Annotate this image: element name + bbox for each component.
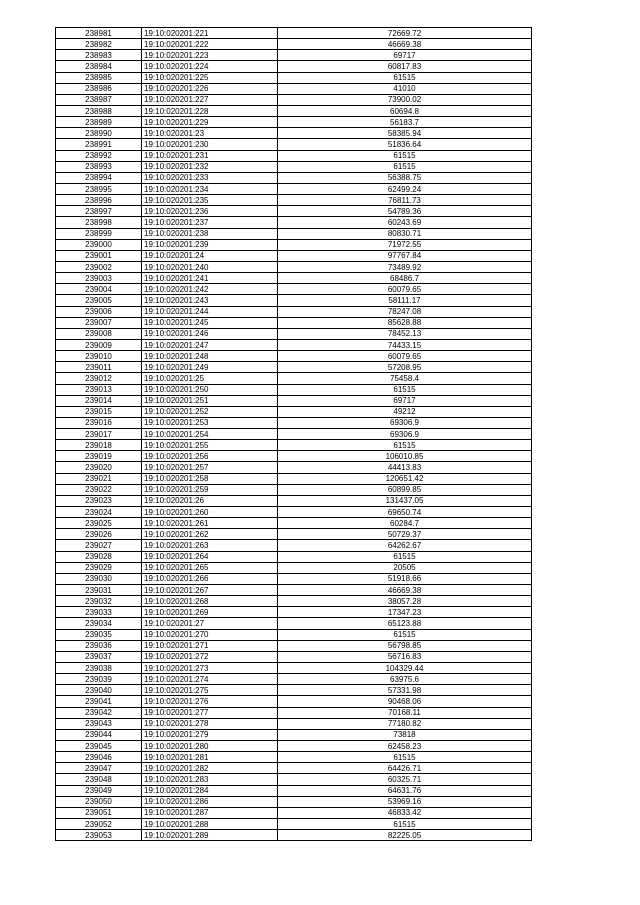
cadastral-number-cell: 19:10:020201:264 — [142, 551, 278, 562]
table-row — [56, 763, 532, 774]
value-cell: 38057.28 — [278, 596, 532, 607]
cadastral-number-cell: 19:10:020201:23 — [142, 128, 278, 139]
row-id-cell: 239029 — [56, 562, 142, 573]
value-cell: 58111.17 — [278, 295, 532, 306]
row-id-cell: 238986 — [56, 83, 142, 94]
table-row — [56, 484, 532, 495]
table-row — [56, 440, 532, 451]
value-cell: 51836.64 — [278, 139, 532, 150]
table-row — [56, 339, 532, 350]
value-cell: 57208.95 — [278, 362, 532, 373]
table-row — [56, 696, 532, 707]
cadastral-number-cell: 19:10:020201:249 — [142, 362, 278, 373]
cadastral-number-cell: 19:10:020201:262 — [142, 529, 278, 540]
value-cell: 85628.88 — [278, 317, 532, 328]
row-id-cell: 239052 — [56, 818, 142, 829]
cadastral-number-cell: 19:10:020201:250 — [142, 384, 278, 395]
table-row — [56, 462, 532, 473]
cadastral-number-cell: 19:10:020201:269 — [142, 607, 278, 618]
table-row — [56, 429, 532, 440]
value-cell: 71972.55 — [278, 239, 532, 250]
row-id-cell: 239021 — [56, 473, 142, 484]
cadastral-number-cell: 19:10:020201:255 — [142, 440, 278, 451]
value-cell: 77180.82 — [278, 718, 532, 729]
value-cell: 61515 — [278, 629, 532, 640]
cadastral-number-cell: 19:10:020201:224 — [142, 61, 278, 72]
value-cell: 60079.65 — [278, 284, 532, 295]
table-row — [56, 651, 532, 662]
value-cell: 60325.71 — [278, 774, 532, 785]
cadastral-number-cell: 19:10:020201:271 — [142, 640, 278, 651]
cadastral-number-cell: 19:10:020201:256 — [142, 451, 278, 462]
table-row — [56, 451, 532, 462]
row-id-cell: 239042 — [56, 707, 142, 718]
cadastral-number-cell: 19:10:020201:232 — [142, 161, 278, 172]
row-id-cell: 238993 — [56, 161, 142, 172]
cadastral-number-cell: 19:10:020201:286 — [142, 796, 278, 807]
cadastral-number-cell: 19:10:020201:243 — [142, 295, 278, 306]
row-id-cell: 238989 — [56, 117, 142, 128]
cadastral-number-cell: 19:10:020201:233 — [142, 172, 278, 183]
row-id-cell: 239053 — [56, 830, 142, 841]
value-cell: 61515 — [278, 551, 532, 562]
row-id-cell: 238996 — [56, 195, 142, 206]
cadastral-number-cell: 19:10:020201:240 — [142, 261, 278, 272]
value-cell: 70168.11 — [278, 707, 532, 718]
table-row — [56, 183, 532, 194]
row-id-cell: 239032 — [56, 596, 142, 607]
cadastral-number-cell: 19:10:020201:229 — [142, 117, 278, 128]
table-row — [56, 217, 532, 228]
row-id-cell: 239039 — [56, 674, 142, 685]
table-row — [56, 351, 532, 362]
row-id-cell: 239016 — [56, 417, 142, 428]
value-cell: 64262.67 — [278, 540, 532, 551]
row-id-cell: 239009 — [56, 339, 142, 350]
value-cell: 49212 — [278, 406, 532, 417]
table-row — [56, 39, 532, 50]
cadastral-number-cell: 19:10:020201:227 — [142, 94, 278, 105]
table-row — [56, 61, 532, 72]
cadastral-number-cell: 19:10:020201:268 — [142, 596, 278, 607]
table-row — [56, 284, 532, 295]
cadastral-number-cell: 19:10:020201:259 — [142, 484, 278, 495]
value-cell: 61515 — [278, 150, 532, 161]
table-row — [56, 139, 532, 150]
cadastral-number-cell: 19:10:020201:238 — [142, 228, 278, 239]
table-row — [56, 395, 532, 406]
value-cell: 53969.16 — [278, 796, 532, 807]
value-cell: 68486.7 — [278, 273, 532, 284]
cadastral-number-cell: 19:10:020201:251 — [142, 395, 278, 406]
value-cell: 61515 — [278, 440, 532, 451]
value-cell: 75458.4 — [278, 373, 532, 384]
table-row — [56, 473, 532, 484]
cadastral-number-cell: 19:10:020201:258 — [142, 473, 278, 484]
cadastral-number-cell: 19:10:020201:223 — [142, 50, 278, 61]
row-id-cell: 239035 — [56, 629, 142, 640]
row-id-cell: 238995 — [56, 183, 142, 194]
value-cell: 60079.65 — [278, 351, 532, 362]
value-cell: 61515 — [278, 818, 532, 829]
row-id-cell: 239006 — [56, 306, 142, 317]
cadastral-number-cell: 19:10:020201:254 — [142, 429, 278, 440]
row-id-cell: 238987 — [56, 94, 142, 105]
cadastral-number-cell: 19:10:020201:257 — [142, 462, 278, 473]
table-row — [56, 228, 532, 239]
cadastral-number-cell: 19:10:020201:287 — [142, 807, 278, 818]
value-cell: 60694.8 — [278, 105, 532, 116]
cadastral-number-cell: 19:10:020201:283 — [142, 774, 278, 785]
row-id-cell: 239017 — [56, 429, 142, 440]
table-row — [56, 640, 532, 651]
value-cell: 54789.36 — [278, 206, 532, 217]
cadastral-number-cell: 19:10:020201:244 — [142, 306, 278, 317]
row-id-cell: 239044 — [56, 729, 142, 740]
cadastral-number-cell: 19:10:020201:280 — [142, 741, 278, 752]
row-id-cell: 238998 — [56, 217, 142, 228]
cadastral-number-cell: 19:10:020201:222 — [142, 39, 278, 50]
table-row — [56, 785, 532, 796]
value-cell: 104329.44 — [278, 663, 532, 674]
value-cell: 61515 — [278, 161, 532, 172]
value-cell: 78452.13 — [278, 328, 532, 339]
cadastral-number-cell: 19:10:020201:267 — [142, 585, 278, 596]
cadastral-number-cell: 19:10:020201:245 — [142, 317, 278, 328]
table-row — [56, 406, 532, 417]
row-id-cell: 238982 — [56, 39, 142, 50]
row-id-cell: 239005 — [56, 295, 142, 306]
row-id-cell: 239030 — [56, 573, 142, 584]
row-id-cell: 238990 — [56, 128, 142, 139]
cadastral-number-cell: 19:10:020201:252 — [142, 406, 278, 417]
value-cell: 62499.24 — [278, 183, 532, 194]
row-id-cell: 238991 — [56, 139, 142, 150]
cadastral-number-cell: 19:10:020201:242 — [142, 284, 278, 295]
row-id-cell: 239007 — [56, 317, 142, 328]
table-row — [56, 239, 532, 250]
table-row — [56, 150, 532, 161]
row-id-cell: 239026 — [56, 529, 142, 540]
cadastral-number-cell: 19:10:020201:270 — [142, 629, 278, 640]
table-row — [56, 362, 532, 373]
table-row — [56, 206, 532, 217]
table-row — [56, 28, 532, 39]
row-id-cell: 239045 — [56, 741, 142, 752]
table-row — [56, 250, 532, 261]
row-id-cell: 239036 — [56, 640, 142, 651]
row-id-cell: 239001 — [56, 250, 142, 261]
value-cell: 60243.69 — [278, 217, 532, 228]
row-id-cell: 239033 — [56, 607, 142, 618]
cadastral-number-cell: 19:10:020201:261 — [142, 518, 278, 529]
row-id-cell: 239022 — [56, 484, 142, 495]
row-id-cell: 239025 — [56, 518, 142, 529]
table-row — [56, 774, 532, 785]
row-id-cell: 239015 — [56, 406, 142, 417]
value-cell: 64631.76 — [278, 785, 532, 796]
value-cell: 65123.88 — [278, 618, 532, 629]
value-cell: 69717 — [278, 50, 532, 61]
table-row — [56, 818, 532, 829]
row-id-cell: 239047 — [56, 763, 142, 774]
table-row — [56, 830, 532, 841]
table-row — [56, 317, 532, 328]
value-cell: 120651.42 — [278, 473, 532, 484]
table-row — [56, 417, 532, 428]
value-cell: 17347.23 — [278, 607, 532, 618]
cadastral-number-cell: 19:10:020201:266 — [142, 573, 278, 584]
row-id-cell: 239011 — [56, 362, 142, 373]
row-id-cell: 238984 — [56, 61, 142, 72]
row-id-cell: 238999 — [56, 228, 142, 239]
value-cell: 44413.83 — [278, 462, 532, 473]
table-row — [56, 161, 532, 172]
value-cell: 69650.74 — [278, 507, 532, 518]
value-cell: 90468.06 — [278, 696, 532, 707]
value-cell: 76811.73 — [278, 195, 532, 206]
value-cell: 69306.9 — [278, 429, 532, 440]
value-cell: 46669.38 — [278, 39, 532, 50]
table-row — [56, 729, 532, 740]
value-cell: 46833.42 — [278, 807, 532, 818]
value-cell: 131437.05 — [278, 495, 532, 506]
table-row — [56, 629, 532, 640]
table-row — [56, 573, 532, 584]
value-cell: 72669.72 — [278, 28, 532, 39]
cadastral-number-cell: 19:10:020201:237 — [142, 217, 278, 228]
table-row — [56, 495, 532, 506]
row-id-cell: 238997 — [56, 206, 142, 217]
cadastral-number-cell: 19:10:020201:274 — [142, 674, 278, 685]
row-id-cell: 238983 — [56, 50, 142, 61]
row-id-cell: 239024 — [56, 507, 142, 518]
table-row — [56, 507, 532, 518]
table-row — [56, 752, 532, 763]
cadastral-number-cell: 19:10:020201:25 — [142, 373, 278, 384]
value-cell: 46669.38 — [278, 585, 532, 596]
cadastral-number-cell: 19:10:020201:26 — [142, 495, 278, 506]
row-id-cell: 239037 — [56, 651, 142, 662]
row-id-cell: 239000 — [56, 239, 142, 250]
value-cell: 50729.37 — [278, 529, 532, 540]
table-row — [56, 796, 532, 807]
row-id-cell: 239013 — [56, 384, 142, 395]
value-cell: 60817.83 — [278, 61, 532, 72]
table-row — [56, 685, 532, 696]
table-row — [56, 707, 532, 718]
row-id-cell: 238981 — [56, 28, 142, 39]
row-id-cell: 238985 — [56, 72, 142, 83]
value-cell: 69717 — [278, 395, 532, 406]
table-row — [56, 540, 532, 551]
table-row — [56, 384, 532, 395]
table-row — [56, 718, 532, 729]
cadastral-number-cell: 19:10:020201:226 — [142, 83, 278, 94]
value-cell: 56716.83 — [278, 651, 532, 662]
value-cell: 73489.92 — [278, 261, 532, 272]
table-row — [56, 741, 532, 752]
value-cell: 20505 — [278, 562, 532, 573]
table-row — [56, 518, 532, 529]
value-cell: 56183.7 — [278, 117, 532, 128]
cadastral-number-cell: 19:10:020201:234 — [142, 183, 278, 194]
cadastral-number-cell: 19:10:020201:279 — [142, 729, 278, 740]
value-cell: 56798.85 — [278, 640, 532, 651]
cadastral-number-cell: 19:10:020201:247 — [142, 339, 278, 350]
cadastral-number-cell: 19:10:020201:282 — [142, 763, 278, 774]
table-row — [56, 105, 532, 116]
row-id-cell: 239023 — [56, 495, 142, 506]
table-row — [56, 295, 532, 306]
cadastral-number-cell: 19:10:020201:24 — [142, 250, 278, 261]
cadastral-number-cell: 19:10:020201:221 — [142, 28, 278, 39]
cadastral-number-cell: 19:10:020201:276 — [142, 696, 278, 707]
row-id-cell: 238988 — [56, 105, 142, 116]
value-cell: 73818 — [278, 729, 532, 740]
cadastral-number-cell: 19:10:020201:260 — [142, 507, 278, 518]
table-row — [56, 596, 532, 607]
table-row — [56, 562, 532, 573]
row-id-cell: 239049 — [56, 785, 142, 796]
cadastral-number-cell: 19:10:020201:277 — [142, 707, 278, 718]
cadastral-number-cell: 19:10:020201:239 — [142, 239, 278, 250]
row-id-cell: 239041 — [56, 696, 142, 707]
cadastral-number-cell: 19:10:020201:230 — [142, 139, 278, 150]
data-table — [55, 27, 532, 841]
value-cell: 51918.66 — [278, 573, 532, 584]
table-row — [56, 674, 532, 685]
cadastral-number-cell: 19:10:020201:275 — [142, 685, 278, 696]
row-id-cell: 239043 — [56, 718, 142, 729]
table-row — [56, 306, 532, 317]
value-cell: 58385.94 — [278, 128, 532, 139]
row-id-cell: 239050 — [56, 796, 142, 807]
cadastral-number-cell: 19:10:020201:231 — [142, 150, 278, 161]
cadastral-number-cell: 19:10:020201:263 — [142, 540, 278, 551]
cadastral-number-cell: 19:10:020201:273 — [142, 663, 278, 674]
cadastral-number-cell: 19:10:020201:281 — [142, 752, 278, 763]
table-row — [56, 195, 532, 206]
row-id-cell: 238992 — [56, 150, 142, 161]
cadastral-number-cell: 19:10:020201:289 — [142, 830, 278, 841]
table-row — [56, 529, 532, 540]
value-cell: 41010 — [278, 83, 532, 94]
table-row — [56, 663, 532, 674]
value-cell: 80830.71 — [278, 228, 532, 239]
cadastral-number-cell: 19:10:020201:248 — [142, 351, 278, 362]
value-cell: 106010.85 — [278, 451, 532, 462]
row-id-cell: 239002 — [56, 261, 142, 272]
value-cell: 82225.05 — [278, 830, 532, 841]
cadastral-number-cell: 19:10:020201:225 — [142, 72, 278, 83]
row-id-cell: 239010 — [56, 351, 142, 362]
table-row — [56, 551, 532, 562]
value-cell: 78247.08 — [278, 306, 532, 317]
row-id-cell: 239040 — [56, 685, 142, 696]
value-cell: 60284.7 — [278, 518, 532, 529]
table-row — [56, 94, 532, 105]
value-cell: 60899.85 — [278, 484, 532, 495]
cadastral-number-cell: 19:10:020201:241 — [142, 273, 278, 284]
row-id-cell: 239031 — [56, 585, 142, 596]
cadastral-number-cell: 19:10:020201:288 — [142, 818, 278, 829]
row-id-cell: 238994 — [56, 172, 142, 183]
row-id-cell: 239048 — [56, 774, 142, 785]
cadastral-number-cell: 19:10:020201:228 — [142, 105, 278, 116]
row-id-cell: 239027 — [56, 540, 142, 551]
table-row — [56, 585, 532, 596]
row-id-cell: 239018 — [56, 440, 142, 451]
table-row — [56, 50, 532, 61]
row-id-cell: 239012 — [56, 373, 142, 384]
cadastral-number-cell: 19:10:020201:27 — [142, 618, 278, 629]
value-cell: 61515 — [278, 384, 532, 395]
table-row — [56, 83, 532, 94]
cadastral-number-cell: 19:10:020201:236 — [142, 206, 278, 217]
table-row — [56, 328, 532, 339]
row-id-cell: 239008 — [56, 328, 142, 339]
value-cell: 61515 — [278, 752, 532, 763]
value-cell: 74433.15 — [278, 339, 532, 350]
cadastral-number-cell: 19:10:020201:272 — [142, 651, 278, 662]
row-id-cell: 239051 — [56, 807, 142, 818]
cadastral-number-cell: 19:10:020201:253 — [142, 417, 278, 428]
table-row — [56, 128, 532, 139]
value-cell: 73900.02 — [278, 94, 532, 105]
table-row — [56, 607, 532, 618]
cadastral-number-cell: 19:10:020201:235 — [142, 195, 278, 206]
value-cell: 61515 — [278, 72, 532, 83]
table-row — [56, 117, 532, 128]
table-body — [56, 28, 532, 841]
table-row — [56, 72, 532, 83]
table-row — [56, 807, 532, 818]
table-row — [56, 261, 532, 272]
value-cell: 64426.71 — [278, 763, 532, 774]
cadastral-number-cell: 19:10:020201:284 — [142, 785, 278, 796]
cadastral-number-cell: 19:10:020201:265 — [142, 562, 278, 573]
row-id-cell: 239038 — [56, 663, 142, 674]
row-id-cell: 239028 — [56, 551, 142, 562]
table-row — [56, 273, 532, 284]
row-id-cell: 239034 — [56, 618, 142, 629]
value-cell: 63975.6 — [278, 674, 532, 685]
value-cell: 57331.98 — [278, 685, 532, 696]
row-id-cell: 239003 — [56, 273, 142, 284]
value-cell: 97767.84 — [278, 250, 532, 261]
table-row — [56, 618, 532, 629]
row-id-cell: 239020 — [56, 462, 142, 473]
value-cell: 62458.23 — [278, 741, 532, 752]
cadastral-number-cell: 19:10:020201:246 — [142, 328, 278, 339]
row-id-cell: 239004 — [56, 284, 142, 295]
cadastral-number-cell: 19:10:020201:278 — [142, 718, 278, 729]
row-id-cell: 239014 — [56, 395, 142, 406]
value-cell: 56388.75 — [278, 172, 532, 183]
value-cell: 69306.9 — [278, 417, 532, 428]
table-row — [56, 373, 532, 384]
row-id-cell: 239046 — [56, 752, 142, 763]
row-id-cell: 239019 — [56, 451, 142, 462]
table-row — [56, 172, 532, 183]
